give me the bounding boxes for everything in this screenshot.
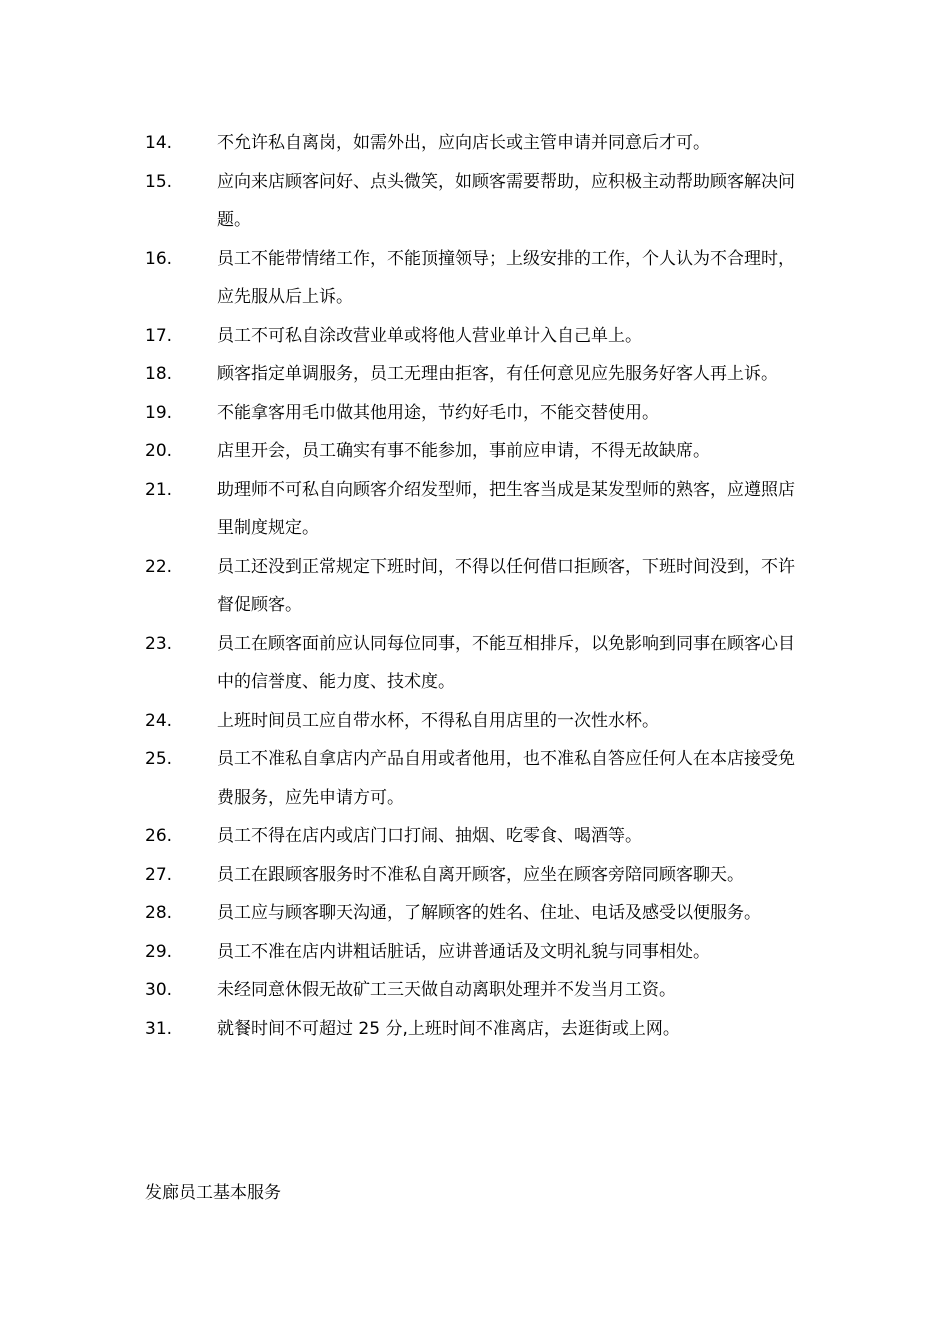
rule-item bbox=[145, 240, 810, 317]
rule-text: 员工不能带情绪工作，不能顶撞领导；上级安排的工作，个人认为不合理时，应先服从后上诉。 bbox=[217, 248, 795, 307]
rule-number: 25. bbox=[145, 749, 173, 769]
rule-item bbox=[145, 394, 810, 433]
rule-text: 就餐时间不可超过 25 分,上班时间不准离店，去逛街或上网。 bbox=[217, 1018, 680, 1039]
rule-item bbox=[145, 163, 810, 240]
rule-number: 29. bbox=[145, 941, 173, 962]
rule-item bbox=[145, 355, 810, 394]
rule-number: 31. bbox=[145, 1018, 173, 1039]
rule-text: 不允许私自离岗，如需外出，应向店长或主管申请并同意后才可。 bbox=[217, 133, 710, 153]
rule-number: 27. bbox=[145, 864, 173, 885]
rule-text: 未经同意休假无故矿工三天做自动离职处理并不发当月工资。 bbox=[217, 980, 676, 1000]
rule-item bbox=[145, 702, 810, 741]
rule-number: 16. bbox=[145, 248, 173, 269]
rule-number: 18. bbox=[145, 364, 173, 384]
rule-number: 19. bbox=[145, 402, 173, 423]
rule-number: 24. bbox=[145, 710, 173, 731]
rule-item bbox=[145, 1010, 810, 1049]
rule-item bbox=[145, 625, 810, 702]
rule-number: 17. bbox=[145, 325, 173, 346]
rule-item bbox=[145, 548, 810, 625]
rule-item bbox=[145, 856, 810, 895]
rule-text: 顾客指定单调服务，员工无理由拒客，有任何意见应先服务好客人再上诉。 bbox=[217, 364, 778, 384]
rule-text: 上班时间员工应自带水杯，不得私自用店里的一次性水杯。 bbox=[217, 710, 659, 731]
rule-item bbox=[145, 971, 810, 1010]
rule-item bbox=[145, 740, 810, 817]
rule-text: 员工在跟顾客服务时不准私自离开顾客，应坐在顾客旁陪同顾客聊天。 bbox=[217, 864, 744, 885]
rule-text: 员工还没到正常规定下班时间，不得以任何借口拒顾客，下班时间没到，不许督促顾客。 bbox=[217, 556, 795, 615]
rule-text: 应向来店顾客问好、点头微笑，如顾客需要帮助，应积极主动帮助顾客解决问题。 bbox=[217, 171, 795, 230]
rule-text: 员工不准在店内讲粗话脏话，应讲普通话及文明礼貌与同事相处。 bbox=[217, 941, 710, 962]
rule-item bbox=[145, 817, 810, 856]
rule-number: 23. bbox=[145, 633, 173, 654]
rule-text: 员工不准私自拿店内产品自用或者他用，也不准私自答应任何人在本店接受免费服务，应先申请方可。 bbox=[217, 749, 795, 808]
rule-text: 员工在顾客面前应认同每位同事，不能互相排斥，以免影响到同事在顾客心目中的信誉度、能力度、技术度。 bbox=[217, 633, 795, 692]
rule-number: 20. bbox=[145, 441, 173, 461]
rule-item bbox=[145, 432, 810, 471]
rule-number: 21. bbox=[145, 479, 173, 500]
rule-number: 26. bbox=[145, 826, 173, 846]
rule-item bbox=[145, 894, 810, 933]
rule-number: 28. bbox=[145, 903, 173, 923]
rule-text: 店里开会，员工确实有事不能参加，事前应申请，不得无故缺席。 bbox=[217, 441, 710, 461]
rule-text: 不能拿客用毛巾做其他用途，节约好毛巾，不能交替使用。 bbox=[217, 402, 659, 423]
rule-number: 30. bbox=[145, 980, 173, 1000]
rule-number: 22. bbox=[145, 556, 173, 577]
rules-list bbox=[145, 124, 810, 1048]
rule-item bbox=[145, 317, 810, 356]
rule-item bbox=[145, 471, 810, 548]
rule-text: 员工不得在店内或店门口打闹、抽烟、吃零食、喝酒等。 bbox=[217, 826, 642, 846]
section-heading: 发廊员工基本服务 bbox=[145, 1183, 281, 1203]
rule-number: 14. bbox=[145, 133, 173, 153]
rule-text: 员工应与顾客聊天沟通，了解顾客的姓名、住址、电话及感受以便服务。 bbox=[217, 903, 761, 923]
rule-text: 员工不可私自涂改营业单或将他人营业单计入自己单上。 bbox=[217, 325, 642, 346]
rule-text: 助理师不可私自向顾客介绍发型师，把生客当成是某发型师的熟客，应遵照店里制度规定。 bbox=[217, 479, 795, 538]
rule-number: 15. bbox=[145, 171, 173, 192]
rule-item bbox=[145, 933, 810, 972]
rule-item bbox=[145, 124, 810, 163]
